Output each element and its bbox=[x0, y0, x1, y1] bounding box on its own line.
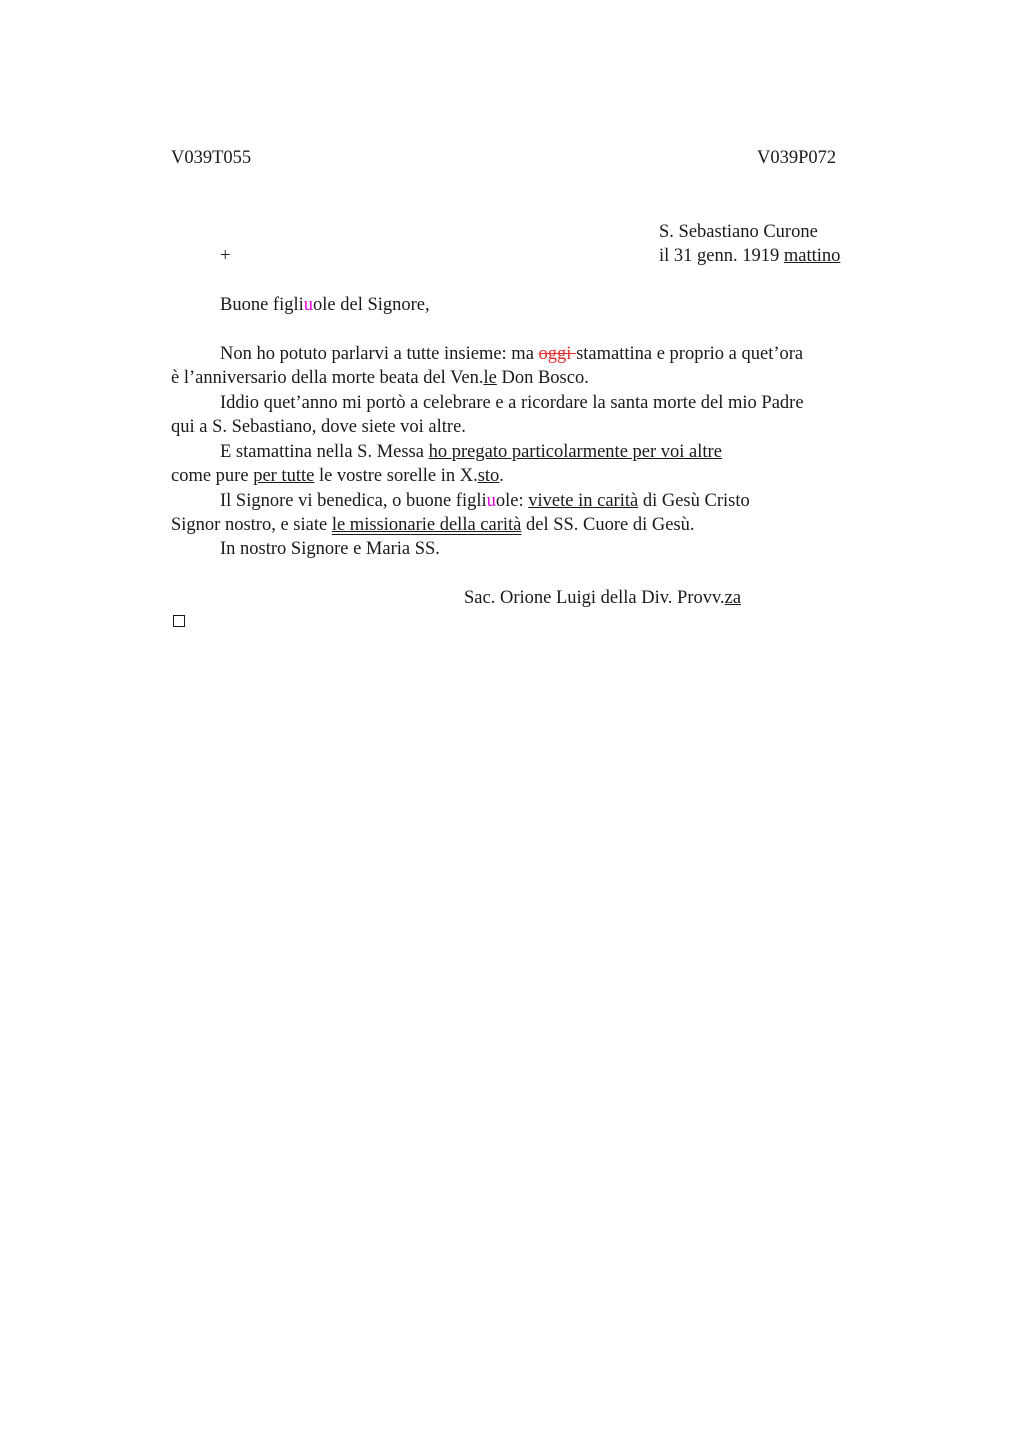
body-line: Iddio quet’anno mi portò a celebrare e a ricordare la santa morte del mio Padre bbox=[220, 393, 804, 413]
body-line bbox=[171, 513, 695, 537]
document-code-left: V039T055 bbox=[171, 148, 252, 168]
body-line bbox=[220, 342, 803, 366]
underlined-text: sto bbox=[477, 466, 500, 486]
struck-word: oggi bbox=[538, 344, 577, 364]
underlined-text: ho pregato particolarmente per voi altre bbox=[428, 442, 722, 462]
letter-date-underlined: mattino bbox=[783, 246, 841, 266]
body-text: Signor nostro, e siate bbox=[171, 515, 332, 535]
end-marker-box bbox=[173, 615, 185, 627]
signature-underlined: za bbox=[724, 588, 742, 608]
body-text: come pure bbox=[171, 466, 254, 486]
body-line: qui a S. Sebastiano, dove siete voi altre. bbox=[171, 417, 466, 437]
document-code-right: V039P072 bbox=[757, 148, 837, 168]
body-text: E stamattina nella S. Messa bbox=[220, 442, 429, 462]
body-text: di Gesù Cristo bbox=[638, 491, 750, 511]
body-text: del SS. Cuore di Gesù. bbox=[521, 515, 695, 535]
body-text: Don Bosco. bbox=[496, 368, 589, 388]
underlined-text: le bbox=[483, 368, 497, 388]
signature bbox=[464, 586, 741, 610]
correction-letter: u bbox=[486, 491, 496, 511]
body-line bbox=[220, 489, 750, 513]
body-line bbox=[171, 366, 589, 390]
signature-text: Sac. Orione Luigi della Div. Provv. bbox=[464, 588, 725, 608]
body-line bbox=[171, 464, 504, 488]
underlined-text: per tutte bbox=[253, 466, 315, 486]
underlined-text: vivete in carità bbox=[528, 491, 639, 511]
body-text: le vostre sorelle in X. bbox=[314, 466, 478, 486]
double-underlined-text: le missionarie della carità bbox=[331, 515, 522, 535]
cross-symbol: + bbox=[220, 246, 231, 266]
letter-date bbox=[659, 244, 840, 268]
body-text: Il Signore vi benedica, o buone figli bbox=[220, 491, 487, 511]
closing-line: In nostro Signore e Maria SS. bbox=[220, 539, 440, 559]
greeting-text-b: ole del Signore, bbox=[313, 295, 430, 315]
body-text: . bbox=[499, 466, 504, 486]
body-text: stamattina e proprio a quet’ora bbox=[576, 344, 804, 364]
letter-date-text: il 31 genn. 1919 bbox=[659, 246, 784, 266]
letter-place: S. Sebastiano Curone bbox=[659, 222, 818, 242]
greeting-correction: u bbox=[303, 295, 314, 315]
body-text: Non ho potuto parlarvi a tutte insieme: ma bbox=[220, 344, 539, 364]
letter-greeting bbox=[220, 293, 430, 317]
body-line bbox=[220, 440, 722, 464]
body-text: è l’anniversario della morte beata del Ven. bbox=[171, 368, 484, 388]
greeting-text-a: Buone figli bbox=[220, 295, 304, 315]
body-text: ole: bbox=[495, 491, 529, 511]
